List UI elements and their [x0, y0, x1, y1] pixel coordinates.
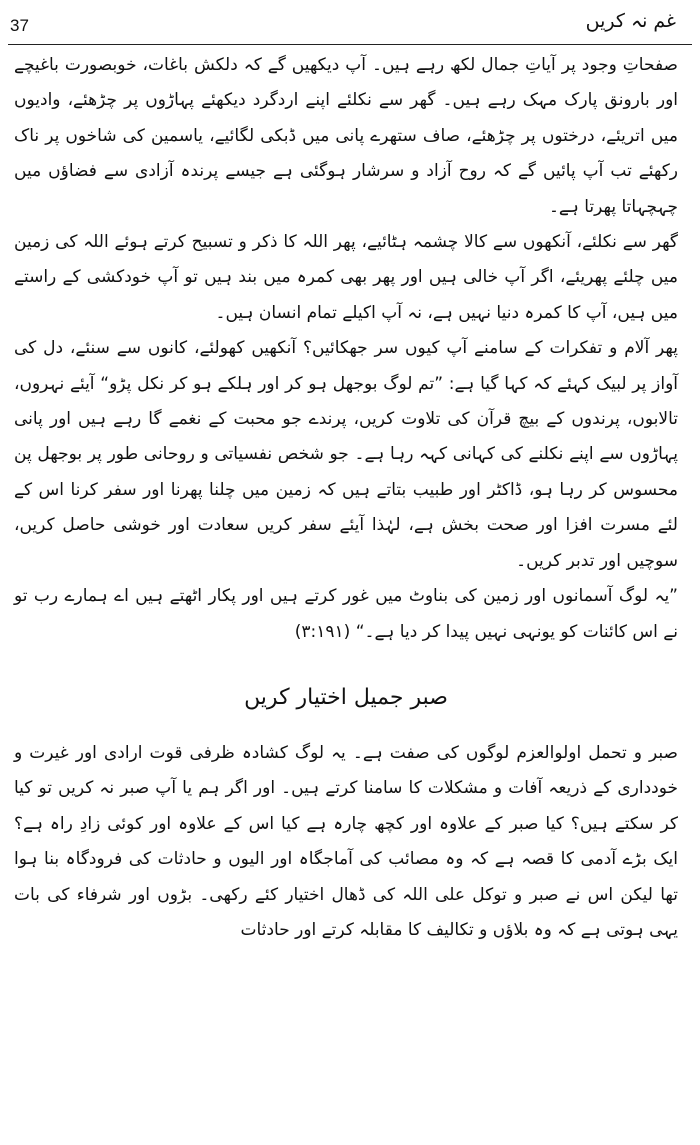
header-rule [8, 44, 692, 45]
paragraph-1: صفحاتِ وجود پر آیاتِ جمال لکھ رہے ہیں۔ آپ دیکھیں گے کہ دلکش باغات، خوبصورت باغیچے اور بارونق پارک مہک رہے ہیں۔ گھر سے نکلئے اپنے اردگرد دیکھئے پہاڑوں پر چڑھئے، وادیوں میں اتریئے، درختوں پر چڑھئے، صاف ستھرے پانی میں ڈبکی لگائیے، یاسمین کی شاخوں پر ناک رکھئے تب آپ پائیں گے کہ روح آزاد و سرشار ہوگئی ہے جیسے پرندہ آزادی سے فضاؤں میں چہچہاتا پھرتا ہے۔ [14, 55, 678, 217]
running-title: غم نہ کریں [585, 10, 676, 32]
paragraph-2: گھر سے نکلئے، آنکھوں سے کالا چشمہ ہٹائیے، پھر اللہ کا ذکر و تسبیح کرتے ہوئے اللہ کی زمین میں چلئے پھریئے، اگر آپ خالی ہیں اور پھر بھی کمرہ میں بند ہیں تو آپ خودکشی کے راستے میں ہیں، آپ کا کمرہ دنیا نہیں ہے، نہ آپ اکیلے تمام انسان ہیں۔ [14, 232, 678, 323]
section-paragraph: صبر و تحمل اولوالعزم لوگوں کی صفت ہے۔ یہ لوگ کشادہ ظرفی قوت ارادی اور غیرت و خودداری کے ذریعہ آفات و مشکلات کا سامنا کرتے ہیں۔ اور اگر ہم یا آپ صبر نہ کریں تو کیا کر سکتے ہیں؟ کیا صبر کے علاوہ اور کچھ چارہ ہے کیا اس کے علاوہ اور کوئی زادِ راہ ہے؟ ایک بڑے آدمی کا قصہ ہے کہ وہ مصائب کی آماجگاہ اور الیوں و حادثات کی فرودگاہ بنا ہوا تھا لیکن اس نے صبر و توکل علی اللہ کی ڈھال اختیار کئے رکھی۔ بڑوں اور شرفاء کی بات یہی ہوتی ہے کہ وہ بلاؤں و تکالیف کا مقابلہ کرتے اور حادثات [14, 742, 678, 940]
paragraph-3: پھر آلام و تفکرات کے سامنے آپ کیوں سر جھکائیں؟ آنکھیں کھولئے، کانوں سے سنئے، دل کی آواز پر لبیک کہئے کہ کہا گیا ہے: ”تم لوگ بوجھل ہو کر اور ہلکے ہو کر نکل پڑو“ آیئے نہروں، تالابوں، پرندوں کے بیچ قرآن کی تلاوت کریں، پرندے جو محبت کے نغمے گا رہے ہیں اور پانی پہاڑوں سے اپنے نکلنے کی کہانی کہہ رہا ہے۔ جو شخص نفسیاتی و روحانی طور پر بوجھل پن محسوس کر رہا ہو، ڈاکٹر اور طبیب بتاتے ہیں کہ زمین میں چلنا پھرنا اور سفر کرنا اس کے لئے مسرت افزا اور صحت بخش ہے، لہٰذا آیئے سفر کریں سعادت اور خوشی حاصل کریں، سوچیں اور تدبر کریں۔ [14, 338, 678, 571]
body-text [14, 48, 678, 948]
page-number: 37 [10, 16, 29, 35]
page-header [0, 8, 700, 42]
section-heading: صبر جمیل اختیار کریں [244, 684, 448, 710]
quran-quote: ”یہ لوگ آسمانوں اور زمین کی بناوٹ میں غور کرتے ہیں اور پکار اٹھتے ہیں اے ہمارے رب تو نے اس کائنات کو یونہی نہیں پیدا کر دیا ہے۔“ (۳:۱۹۱) [14, 586, 678, 642]
